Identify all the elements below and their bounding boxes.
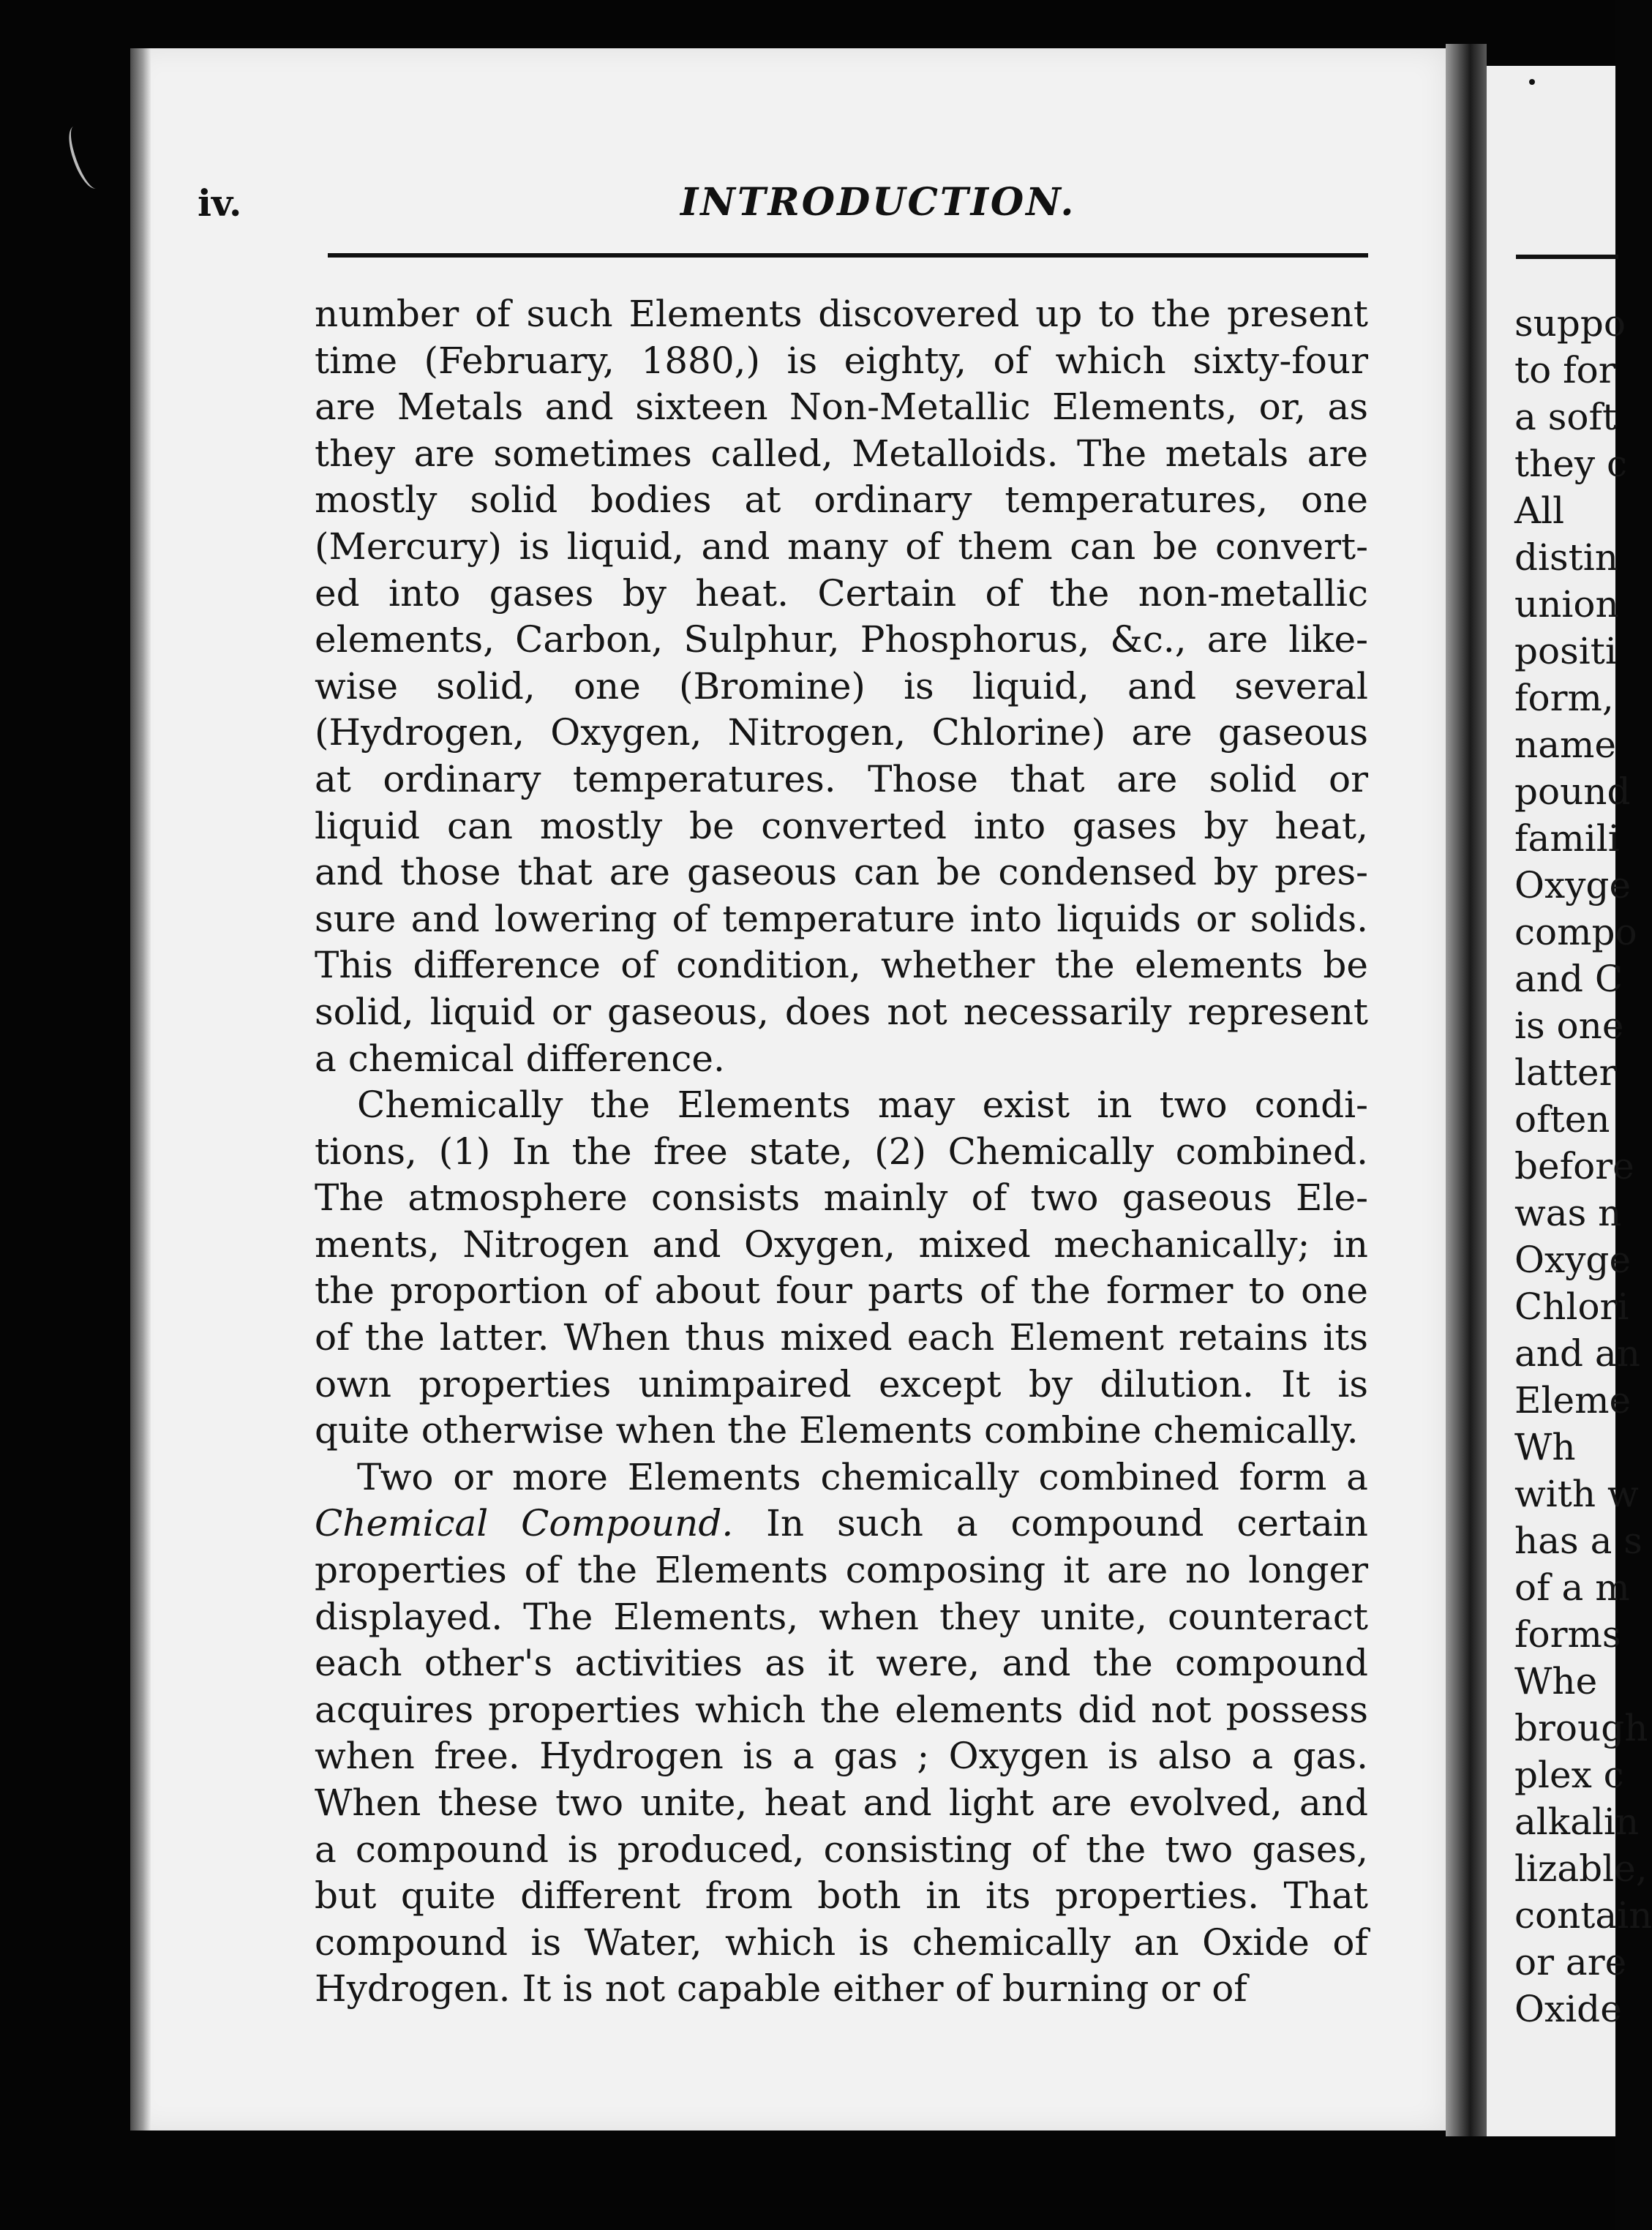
text-line-content: solid, liquid or gaseous, does not necessarily represent: [315, 990, 1368, 1033]
text-line-content: number of such Elements discovered up to the present: [315, 293, 1368, 335]
text-line: [315, 1082, 1368, 1129]
text-line-content: Chemically the Elements may exist in two condi-: [357, 1084, 1368, 1127]
text-line-content: displayed. The Elements, when they unite, counteract: [315, 1595, 1368, 1638]
facing-page-line: and an: [1514, 1332, 1640, 1375]
facing-page-line: has a s: [1514, 1520, 1642, 1562]
page-gutter-shadow: [1446, 44, 1487, 2136]
facing-page-line: often: [1514, 1098, 1610, 1141]
text-line-content: when free. Hydrogen is a gas ; Oxygen is also a gas.: [315, 1735, 1368, 1778]
page-number: iv.: [198, 181, 242, 225]
text-line: [315, 942, 1368, 989]
facing-page-line: is one: [1514, 1005, 1624, 1047]
facing-page-line: of a m: [1514, 1566, 1630, 1609]
body-text: [315, 291, 1368, 2013]
facing-page-line: distin: [1514, 536, 1618, 579]
text-line: [315, 1827, 1368, 1874]
text-line: [315, 477, 1368, 524]
text-line: [315, 1408, 1368, 1454]
text-line-content: ed into gases by heat. Certain of the non-metallic: [315, 571, 1368, 615]
text-line: [315, 989, 1368, 1036]
text-line-content: are Metals and sixteen Non-Metallic Elements, or, as: [315, 386, 1368, 429]
facing-page-text: [1514, 300, 1652, 2032]
text-line-content: a chemical difference.: [315, 1037, 725, 1080]
facing-page-line: compo: [1514, 911, 1637, 953]
facing-page-line: plex c: [1514, 1754, 1624, 1796]
text-line: [315, 1315, 1368, 1362]
text-line-content: sure and lowering of temperature into liquids or solids.: [315, 897, 1368, 940]
text-line: [315, 291, 1368, 338]
text-line-content: of the latter. When thus mixed each Element retains its: [315, 1316, 1368, 1359]
facing-page-line: union: [1514, 583, 1619, 626]
text-line-content: mostly solid bodies at ordinary temperatures, one: [315, 478, 1368, 522]
text-line-content: tions, (1) In the free state, (2) Chemically combined.: [315, 1130, 1368, 1173]
facing-page-line: Whe: [1514, 1660, 1598, 1702]
facing-page-line: alkalin: [1514, 1801, 1640, 1843]
text-line: [315, 896, 1368, 943]
text-line-content: a compound is produced, consisting of the two gases,: [315, 1828, 1368, 1871]
text-line: [315, 849, 1368, 896]
text-line: [315, 1175, 1368, 1222]
facing-page-speck: [1529, 79, 1535, 85]
text-line-content: When these two unite, heat and light are evolved, and: [315, 1782, 1368, 1824]
facing-page-rule: [1516, 255, 1618, 259]
facing-page-line: pound: [1514, 770, 1631, 813]
text-line-content: liquid can mostly be converted into gases by heat,: [315, 804, 1368, 847]
facing-page-line: suppo: [1514, 302, 1626, 345]
running-title: INTRODUCTION.: [680, 180, 1076, 225]
text-line-content: (Mercury) is liquid, and many of them can be convert-: [315, 525, 1368, 568]
text-line-content: properties of the Elements composing it are no longer: [315, 1549, 1368, 1592]
text-line: [315, 1966, 1368, 2013]
facing-page-line: famili: [1514, 817, 1620, 860]
facing-page-line: lizable,: [1514, 1847, 1648, 1890]
facing-page-line: or are: [1514, 1941, 1627, 1983]
text-line: [315, 431, 1368, 478]
text-line: [315, 524, 1368, 571]
text-line-content: Two or more Elements chemically combined form a: [357, 1455, 1368, 1498]
text-line: [315, 384, 1368, 431]
facing-page-line: Oxyge: [1514, 1239, 1632, 1281]
text-line: [315, 1780, 1368, 1827]
text-line: [315, 571, 1368, 617]
facing-page-line: Oxide: [1514, 1988, 1622, 2030]
text-line-content: compound is Water, which is chemically an Oxide of: [315, 1921, 1368, 1964]
facing-page-line: was n: [1514, 1192, 1622, 1234]
text-line-content: each other's activities as it were, and the compound: [315, 1642, 1368, 1685]
text-line: [315, 1687, 1368, 1734]
text-line: [315, 1222, 1368, 1269]
text-line: [315, 757, 1368, 803]
text-line-content: at ordinary temperatures. Those that are solid or: [315, 757, 1368, 800]
text-line: [315, 710, 1368, 757]
text-line: [315, 1733, 1368, 1780]
facing-page-line: Wh: [1514, 1426, 1576, 1468]
text-line-content: Hydrogen. It is not capable either of burning or of: [315, 1967, 1247, 2011]
text-line: [315, 1640, 1368, 1687]
facing-page-line: before: [1514, 1145, 1634, 1187]
facing-page-line: contain: [1514, 1894, 1652, 1937]
facing-page-line: they c: [1514, 443, 1628, 485]
facing-page-line: brough: [1514, 1707, 1648, 1749]
text-line: [315, 1454, 1368, 1501]
text-line-content: acquires properties which the elements did not possess: [315, 1688, 1368, 1731]
text-line: [315, 1129, 1368, 1176]
facing-page-line: form,: [1514, 677, 1614, 719]
text-line: [315, 617, 1368, 664]
text-line-content: In such a compound certain: [733, 1502, 1368, 1545]
italic-term: Chemical Compound.: [315, 1502, 734, 1545]
text-line: [315, 1362, 1368, 1408]
facing-page-line: a soft: [1514, 396, 1618, 438]
facing-page-line: to for: [1514, 349, 1616, 391]
text-line: [315, 1594, 1368, 1641]
facing-page-line: with w: [1514, 1473, 1639, 1515]
text-line: [315, 338, 1368, 385]
text-line-content: quite otherwise when the Elements combine chemically.: [315, 1409, 1359, 1452]
text-line: [315, 1920, 1368, 1967]
facing-page-line: latter: [1514, 1051, 1617, 1094]
text-line-content: the proportion of about four parts of the former to one: [315, 1269, 1368, 1313]
text-line: [315, 1501, 1368, 1547]
text-line-content: This difference of condition, whether the elements be: [315, 944, 1368, 987]
facing-page-line: forms: [1514, 1613, 1621, 1656]
facing-page-line: Eleme: [1514, 1379, 1632, 1422]
facing-page-line: name: [1514, 724, 1617, 766]
text-line-content: The atmosphere consists mainly of two gaseous Ele-: [315, 1176, 1368, 1220]
facing-page: [1487, 66, 1652, 2136]
text-line-content: ments, Nitrogen and Oxygen, mixed mechanically; in: [315, 1223, 1368, 1266]
text-line-content: they are sometimes called, Metalloids. The metals are: [315, 432, 1368, 475]
text-line: [315, 1547, 1368, 1594]
text-line-content: but quite different from both in its properties. That: [315, 1874, 1368, 1918]
text-line-content: wise solid, one (Bromine) is liquid, and several: [315, 664, 1368, 707]
header-rule: [328, 253, 1368, 258]
text-line: [315, 664, 1368, 710]
text-line: [315, 803, 1368, 850]
facing-page-line: Chlori: [1514, 1285, 1629, 1328]
text-line-content: own properties unimpaired except by dilution. It is: [315, 1362, 1368, 1405]
running-head: [198, 176, 1368, 234]
text-line: [315, 1873, 1368, 1920]
text-line-content: time (February, 1880,) is eighty, of which sixty-four: [315, 339, 1368, 382]
text-line-content: elements, Carbon, Sulphur, Phosphorus, &c., are like-: [315, 618, 1368, 661]
text-line-content: and those that are gaseous can be condensed by pres-: [315, 851, 1368, 894]
text-line: [315, 1036, 1368, 1083]
facing-page-line: and C: [1514, 958, 1623, 1000]
text-line-content: (Hydrogen, Oxygen, Nitrogen, Chlorine) are gaseous: [315, 711, 1368, 754]
facing-page-line: Oxyge: [1514, 864, 1632, 906]
facing-page-line: positi: [1514, 630, 1617, 672]
text-line: [315, 1268, 1368, 1315]
facing-page-line: All: [1514, 489, 1565, 532]
